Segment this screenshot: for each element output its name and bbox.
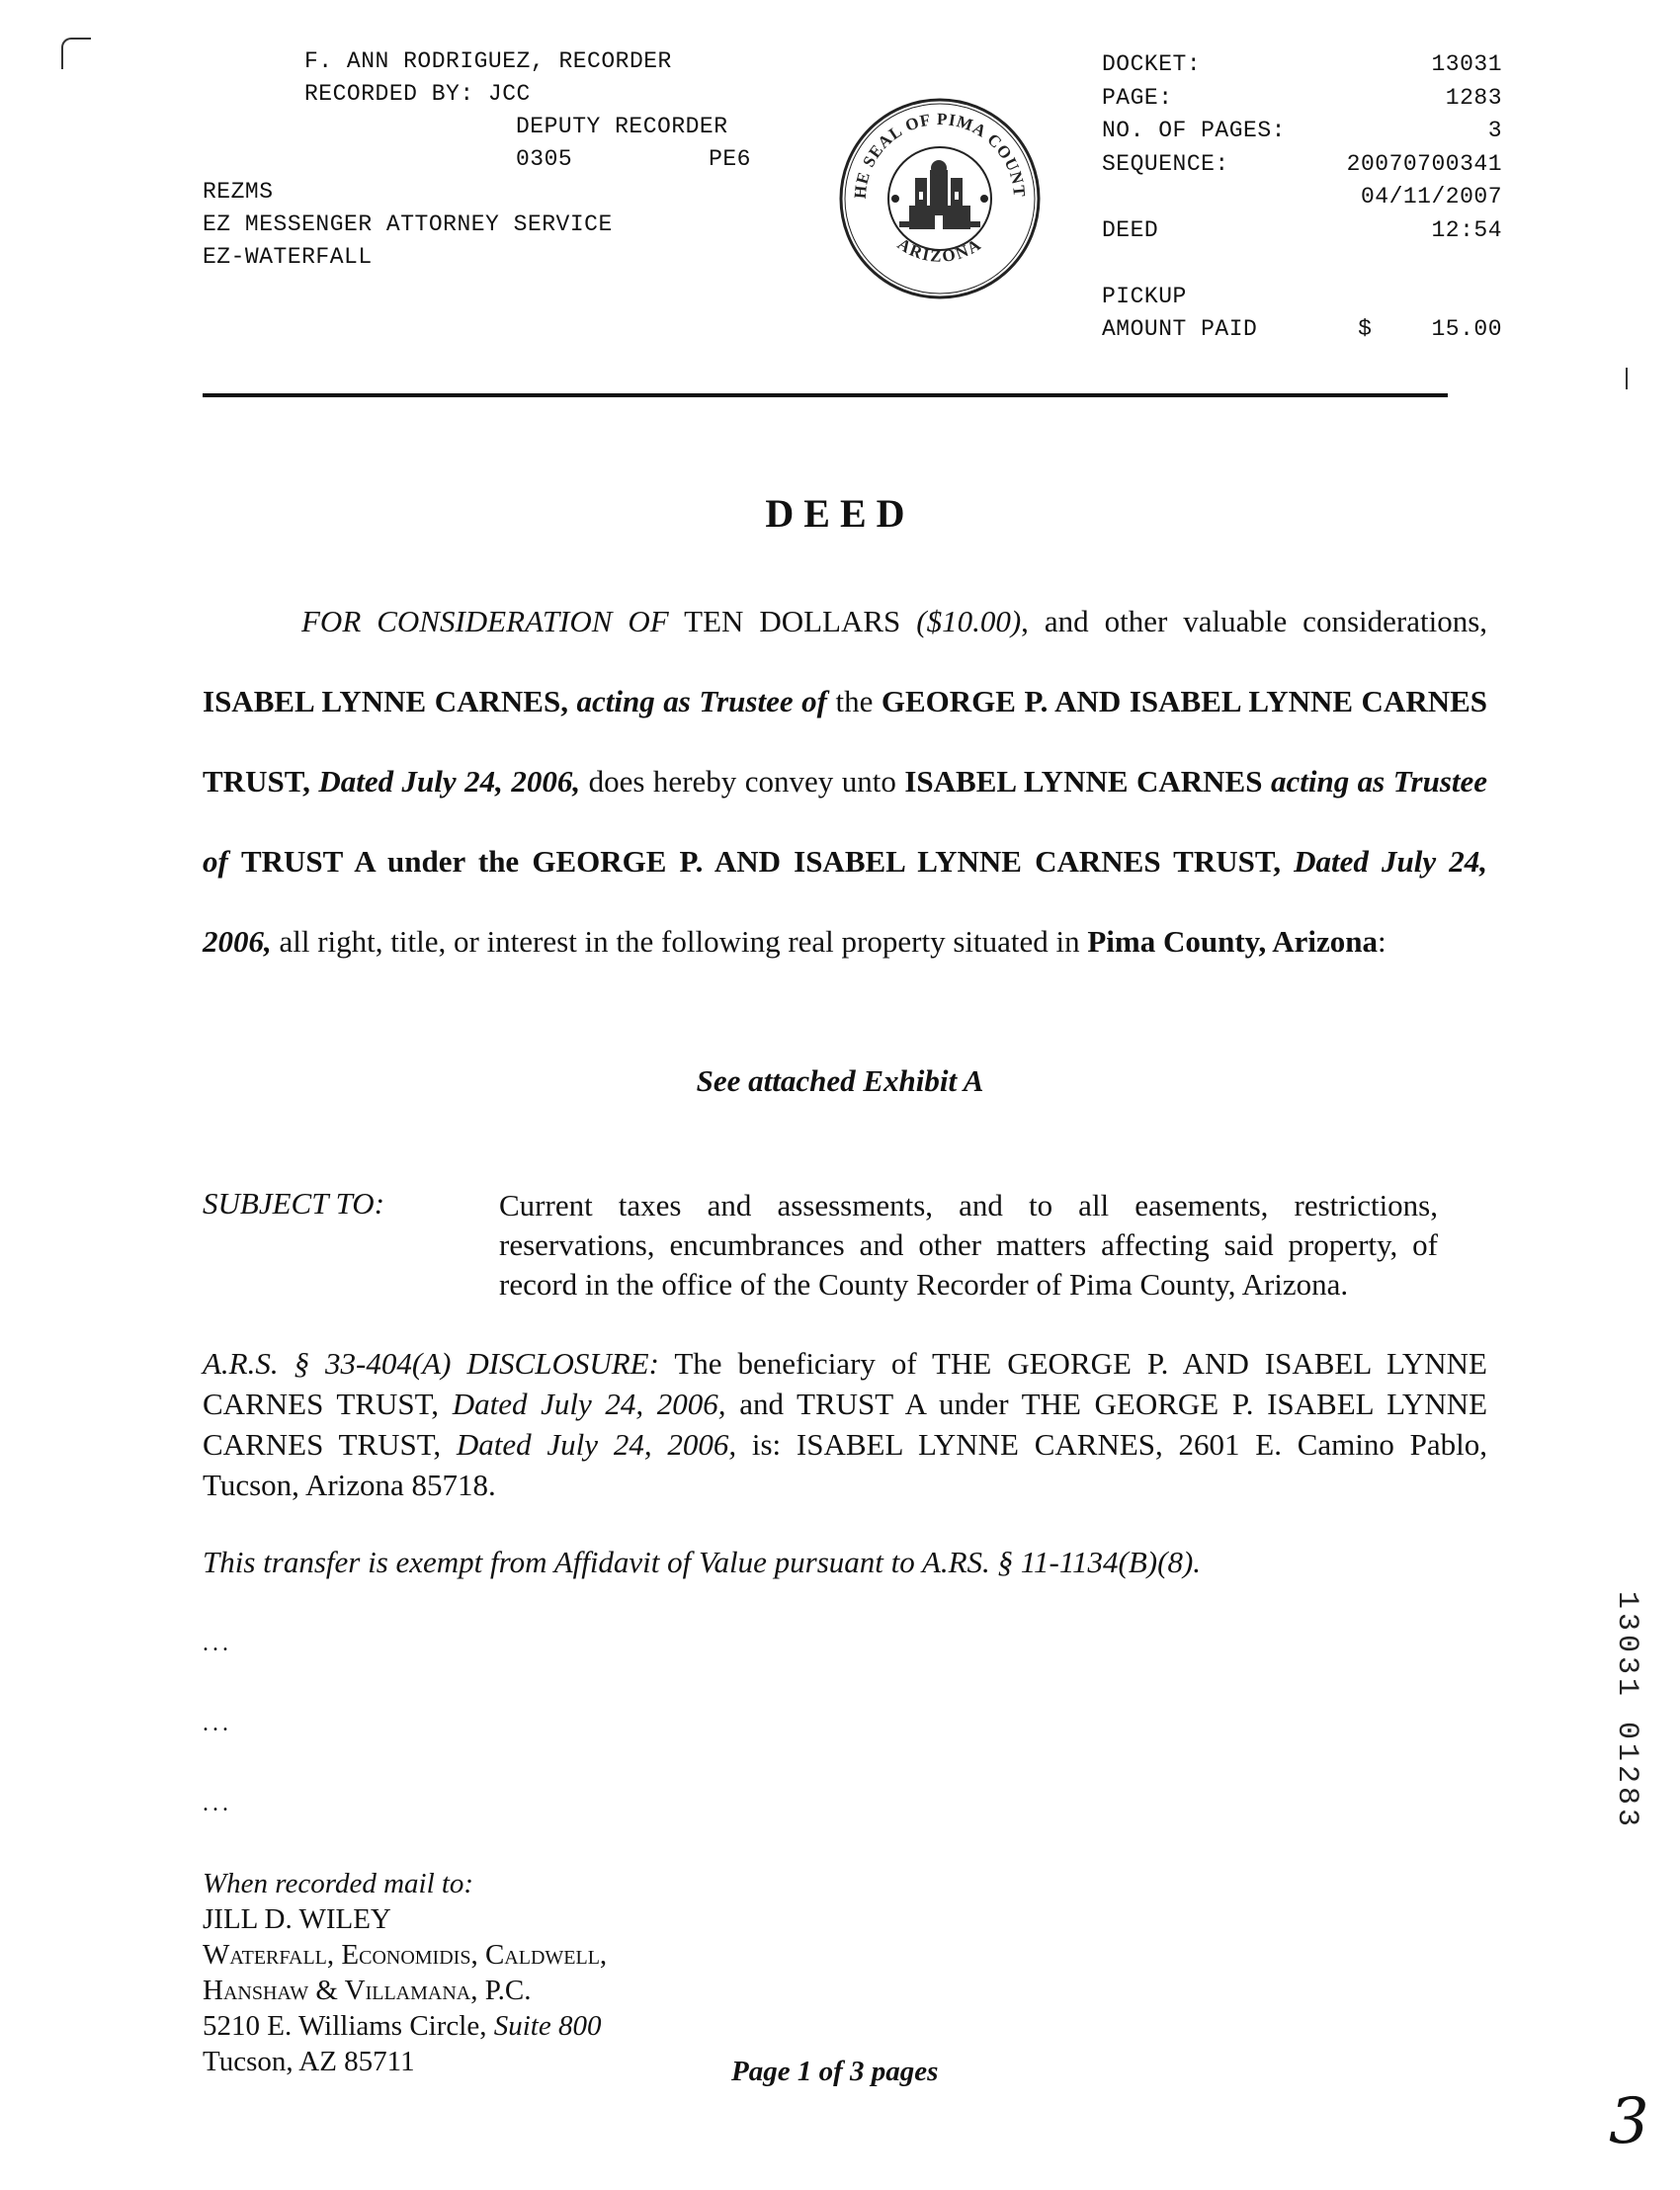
conveyance-paragraph [203, 581, 1487, 981]
amount-row [1102, 313, 1502, 347]
convey-phrase: does hereby convey unto [588, 764, 896, 799]
consideration-figure: ($10.00) [916, 604, 1022, 638]
amount-currency: $ [1358, 316, 1373, 342]
page-row [1102, 82, 1502, 116]
num-pages-row [1102, 115, 1502, 148]
grantee-name: ISABEL LYNNE CARNES [904, 764, 1263, 799]
corner-mark [61, 38, 91, 69]
grantee-trust-date: Dated July 24, 2006, [203, 844, 1488, 959]
header-divider [203, 393, 1448, 397]
docket-label: DOCKET: [1102, 51, 1202, 77]
page-label: PAGE: [1102, 84, 1173, 111]
colon: : [1378, 924, 1386, 959]
mail-to-name: JILL D. WILEY [203, 1903, 391, 1935]
interest-phrase: all right, title, or interest in the following real property situated in [279, 924, 1080, 959]
recording-details [1102, 48, 1502, 347]
subject-to-text: Current taxes and assessments, and to all easements, restrictions, reservations, encumbrances and other matters affecting said property, of record in the office of the County Recorder of Pima County, Arizona. [499, 1188, 1438, 1302]
recorder-codes [203, 143, 751, 176]
disclosure-date-2: Dated July 24, 2006, [456, 1427, 737, 1462]
amount-label: AMOUNT PAID [1102, 316, 1258, 342]
document-title: DEED [765, 491, 915, 536]
page-value: 1283 [1445, 84, 1502, 111]
num-pages-label: NO. OF PAGES: [1102, 118, 1286, 143]
ellipsis-3: ... [203, 1791, 232, 1816]
handwritten-page-number: 3 [1609, 2085, 1649, 2158]
consideration-intro: FOR CONSIDERATION OF [301, 604, 669, 638]
blank-row [1102, 247, 1502, 281]
disclosure-label: A.R.S. § 33-404(A) DISCLOSURE: [203, 1346, 659, 1381]
mail-to-firm-line-2: Hanshaw & Villamana, P.C. [203, 1975, 532, 2006]
docket-row [1102, 48, 1502, 82]
mail-to-city: Tucson, AZ 85711 [203, 2046, 415, 2077]
sequence-label: SEQUENCE: [1102, 150, 1229, 177]
grantor-name: ISABEL LYNNE CARNES, [203, 684, 568, 718]
disclosure-part-a: The beneficiary of THE GEORGE P. AND ISABEL LYNNE CARNES TRUST, [203, 1346, 1487, 1421]
pickup-row [1102, 281, 1502, 314]
property-county: Pima County, Arizona [1087, 924, 1379, 959]
deputy-recorder: DEPUTY RECORDER [516, 114, 728, 139]
ars-disclosure [203, 1343, 1487, 1505]
pickup-label: PICKUP [1102, 283, 1187, 309]
seal-top-text: HE SEAL OF PIMA COUNT [850, 109, 1030, 200]
ellipsis-1: ... [203, 1631, 232, 1656]
suite: Suite 800 [493, 2010, 602, 2042]
messenger-account: EZ-WATERFALL [203, 244, 373, 270]
page-number-footer: Page 1 of 3 pages [731, 2056, 939, 2087]
pima-county-seal [838, 97, 1042, 300]
docket-value: 13031 [1431, 51, 1502, 77]
sequence-row [1102, 148, 1502, 182]
recorded-by: RECORDED BY: JCC [304, 81, 531, 107]
mail-to-street [203, 2008, 796, 2044]
grantee-capacity: acting as Trustee of [203, 764, 1488, 879]
exhibit-reference: See attached Exhibit A [696, 1063, 984, 1098]
svg-text:ARIZONA [894, 234, 985, 266]
rezms-code: REZMS [203, 179, 274, 205]
recording-time: 12:54 [1431, 216, 1502, 243]
recorder-info [203, 45, 796, 274]
mail-to-block [203, 1866, 796, 2079]
grantor-trust-date: Dated July 24, 2006, [318, 764, 581, 799]
sequence-value: 20070700341 [1346, 150, 1502, 177]
margin-tick [1626, 368, 1628, 389]
disclosure-part-c: is: ISABEL LYNNE CARNES, 2601 E. Camino Pablo, Tucson, Arizona 85718. [203, 1427, 1488, 1502]
disclosure-date-1: Dated July 24, 2006, [452, 1387, 726, 1421]
subject-to-label: SUBJECT TO: [203, 1186, 385, 1221]
deed-body [203, 581, 1487, 981]
recorder-name: F. ANN RODRIGUEZ, RECORDER [304, 48, 672, 74]
consideration-rest: , and other valuable considerations, [1021, 604, 1488, 638]
recorder-code: 0305 [516, 146, 573, 172]
grantor-trust: GEORGE P. AND ISABEL LYNNE CARNES TRUST, [203, 684, 1488, 799]
grantee-trust: TRUST A under the GEORGE P. AND ISABEL LYNNE CARNES TRUST, [240, 844, 1281, 879]
consideration-amount: TEN DOLLARS [684, 604, 901, 638]
grantor-capacity: acting as Trustee of [576, 684, 827, 718]
document-type: DEED [1102, 216, 1159, 243]
station-code: PE6 [709, 146, 751, 172]
amount-value: 15.00 [1431, 316, 1502, 342]
mail-to-label: When recorded mail to: [203, 1868, 474, 1899]
side-stamp-text: 13031 01283 [1610, 1591, 1643, 1831]
ellipsis-2: ... [203, 1711, 232, 1736]
num-pages-value: 3 [1487, 118, 1502, 143]
date-row [1102, 181, 1502, 214]
exemption-statement: This transfer is exempt from Affidavit of Value pursuant to A.RS. § 11-1134(B)(8). [203, 1545, 1202, 1579]
messenger-service: EZ MESSENGER ATTORNEY SERVICE [203, 211, 613, 237]
article-the: the [835, 684, 874, 718]
recording-date: 04/11/2007 [1360, 184, 1502, 210]
street-address: 5210 E. Williams Circle, [203, 2010, 487, 2042]
mail-to-firm-line-1: Waterfall, Economidis, Caldwell, [203, 1939, 608, 1971]
disclosure-part-b: and TRUST A under THE GEORGE P. ISABEL LYNNE CARNES TRUST, [203, 1387, 1488, 1462]
type-row [1102, 214, 1502, 248]
seal-bottom-text: ARIZONA [893, 233, 986, 266]
